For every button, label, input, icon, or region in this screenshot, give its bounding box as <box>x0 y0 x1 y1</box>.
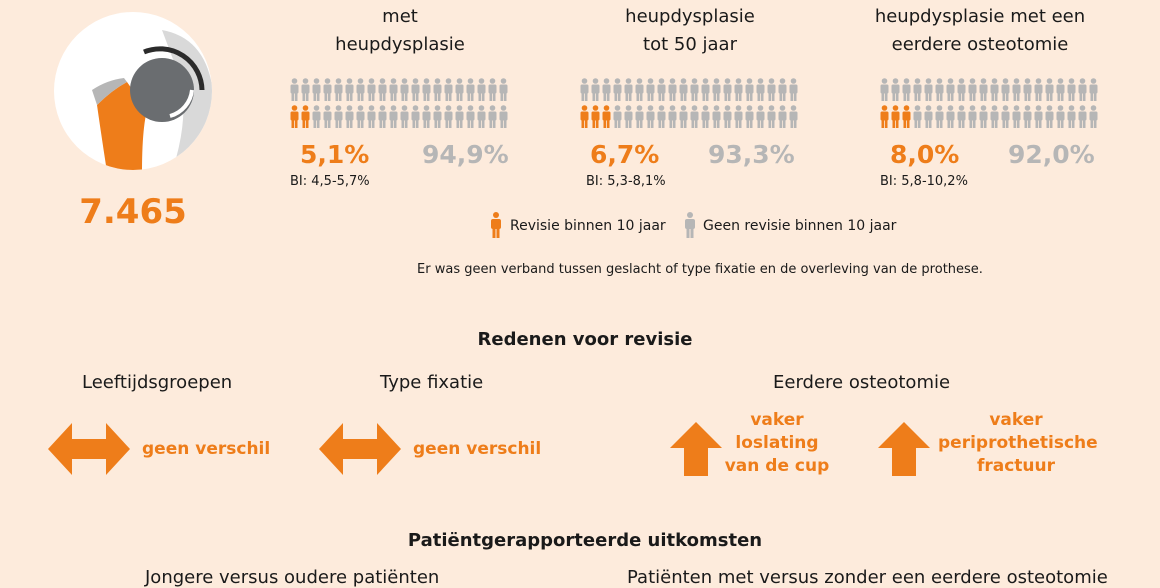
person-grey-icon <box>1057 78 1065 101</box>
person-grey-icon <box>691 78 699 101</box>
person-grey-icon <box>456 105 464 128</box>
person-grey-icon <box>1035 78 1043 101</box>
person-grey-icon <box>456 78 464 101</box>
confidence-interval: BI: 5,3-8,1% <box>586 174 666 189</box>
person-grey-icon <box>1046 78 1054 101</box>
panel-title-line-2: tot 50 jaar <box>643 34 737 55</box>
person-grey-icon <box>1046 105 1054 128</box>
person-grey-icon <box>423 105 431 128</box>
total-count: 7.465 <box>79 192 187 232</box>
result-line: vaker <box>989 410 1043 430</box>
person-grey-icon <box>379 78 387 101</box>
person-grey-icon <box>881 78 889 101</box>
person-grey-icon <box>768 105 776 128</box>
person-grey-icon <box>735 105 743 128</box>
person-grey-icon <box>614 78 622 101</box>
person-grey-icon <box>936 78 944 101</box>
person-grey-icon <box>412 78 420 101</box>
person-grey-icon <box>625 105 633 128</box>
person-grey-icon <box>669 78 677 101</box>
person-grey-icon <box>980 78 988 101</box>
no-revision-percentage: 92,0% <box>1008 140 1095 169</box>
result-line: periprothetische <box>938 433 1098 453</box>
person-grey-icon <box>335 105 343 128</box>
person-grey-icon <box>1079 105 1087 128</box>
person-grey-icon <box>390 105 398 128</box>
person-grey-icon <box>357 105 365 128</box>
person-grey-icon <box>445 78 453 101</box>
revision-percentage: 8,0% <box>890 140 960 169</box>
hip-illustration <box>52 10 214 172</box>
person-grey-icon <box>724 78 732 101</box>
person-grey-icon <box>614 105 622 128</box>
legend <box>488 210 928 240</box>
person-grey-icon <box>1090 105 1098 128</box>
person-grey-icon <box>768 78 776 101</box>
proms-right-label: Patiënten met versus zonder een eerdere osteotomie <box>627 567 1108 588</box>
person-grey-icon <box>757 105 765 128</box>
no-revision-percentage: 93,3% <box>708 140 795 169</box>
hip-prosthesis-icon <box>52 10 214 172</box>
person-grey-icon <box>390 78 398 101</box>
person-grey-icon <box>779 105 787 128</box>
panel-title-line-1: met <box>382 6 418 27</box>
legend-no-revision-label: Geen revisie binnen 10 jaar <box>703 218 897 234</box>
panel-1 <box>280 0 520 200</box>
person-grey-icon <box>713 78 721 101</box>
result-line: van de cup <box>724 456 830 476</box>
person-grey-icon <box>379 105 387 128</box>
up-arrow-icon <box>670 422 722 476</box>
person-orange-icon <box>490 212 502 238</box>
person-grey-icon <box>680 78 688 101</box>
person-orange-icon <box>291 105 299 128</box>
person-grey-icon <box>1035 105 1043 128</box>
person-grey-icon <box>713 105 721 128</box>
person-grey-icon <box>346 105 354 128</box>
panel-title-line-1: heupdysplasie <box>625 6 755 27</box>
person-orange-icon <box>903 105 911 128</box>
double-arrow-icon <box>48 423 130 475</box>
person-grey-icon <box>1002 105 1010 128</box>
person-grey-icon <box>302 78 310 101</box>
proms-left-label: Jongere versus oudere patiënten <box>145 567 440 588</box>
person-grey-icon <box>680 105 688 128</box>
person-grey-icon <box>368 78 376 101</box>
fixation-result: geen verschil <box>413 439 542 459</box>
revision-percentage: 5,1% <box>300 140 370 169</box>
person-grey-icon <box>467 78 475 101</box>
panel-3 <box>870 0 1110 200</box>
person-grey-icon <box>625 78 633 101</box>
osteotomy-result-2 <box>938 409 1098 478</box>
person-grey-icon <box>991 78 999 101</box>
note-text: Er was geen verband tussen geslacht of type fixatie en de overleving van de prothese. <box>417 262 983 277</box>
person-grey-icon <box>1068 78 1076 101</box>
up-arrow-icon <box>878 422 930 476</box>
proms-title: Patiëntgerapporteerde uitkomsten <box>407 530 763 551</box>
person-grey-icon <box>892 78 900 101</box>
person-grey-icon <box>724 105 732 128</box>
person-grey-icon <box>925 78 933 101</box>
person-grey-icon <box>401 105 409 128</box>
person-grey-icon <box>1079 78 1087 101</box>
person-grey-icon <box>1068 105 1076 128</box>
person-orange-icon <box>592 105 600 128</box>
osteotomy-result-1 <box>722 409 832 478</box>
confidence-interval: BI: 5,8-10,2% <box>880 174 968 189</box>
person-grey-icon <box>658 105 666 128</box>
person-orange-icon <box>302 105 310 128</box>
person-grey-icon <box>467 105 475 128</box>
panel-title-line-2: eerdere osteotomie <box>891 34 1069 55</box>
double-arrow-icon <box>319 423 401 475</box>
person-grey-icon <box>603 78 611 101</box>
person-grey-icon <box>691 105 699 128</box>
person-grey-icon <box>581 78 589 101</box>
person-grey-icon <box>735 78 743 101</box>
person-grey-icon <box>647 78 655 101</box>
no-revision-percentage: 94,9% <box>422 140 509 169</box>
person-grey-icon <box>936 105 944 128</box>
confidence-interval: BI: 4,5-5,7% <box>290 174 370 189</box>
person-grey-icon <box>958 78 966 101</box>
person-grey-icon <box>790 78 798 101</box>
people-grid <box>290 78 512 132</box>
person-orange-icon <box>581 105 589 128</box>
person-grey-icon <box>658 78 666 101</box>
person-grey-icon <box>1090 78 1098 101</box>
panel-title-line-1: heupdysplasie met een <box>874 6 1086 27</box>
person-grey-icon <box>401 78 409 101</box>
person-orange-icon <box>603 105 611 128</box>
person-grey-icon <box>958 105 966 128</box>
person-grey-icon <box>445 105 453 128</box>
person-grey-icon <box>790 105 798 128</box>
person-grey-icon <box>592 78 600 101</box>
result-line: fractuur <box>976 456 1056 476</box>
person-grey-icon <box>478 78 486 101</box>
person-grey-icon <box>1024 105 1032 128</box>
person-grey-icon <box>1057 105 1065 128</box>
osteotomy-label: Eerdere osteotomie <box>773 372 951 393</box>
person-grey-icon <box>925 105 933 128</box>
person-grey-icon <box>423 78 431 101</box>
person-grey-icon <box>1002 78 1010 101</box>
person-grey-icon <box>669 105 677 128</box>
person-grey-icon <box>757 78 765 101</box>
person-grey-icon <box>980 105 988 128</box>
person-grey-icon <box>914 78 922 101</box>
person-grey-icon <box>969 105 977 128</box>
person-grey-icon <box>324 105 332 128</box>
person-grey-icon <box>903 78 911 101</box>
person-grey-icon <box>1024 78 1032 101</box>
person-grey-icon <box>636 105 644 128</box>
person-grey-icon <box>346 78 354 101</box>
person-grey-icon <box>489 78 497 101</box>
person-grey-icon <box>969 78 977 101</box>
people-grid <box>880 78 1102 132</box>
person-orange-icon <box>881 105 889 128</box>
person-orange-icon <box>892 105 900 128</box>
panel-2 <box>570 0 810 200</box>
person-grey-icon <box>335 78 343 101</box>
legend-revision-label: Revisie binnen 10 jaar <box>510 218 666 234</box>
person-grey-icon <box>478 105 486 128</box>
person-grey-icon <box>684 212 696 238</box>
person-grey-icon <box>702 105 710 128</box>
person-grey-icon <box>500 105 508 128</box>
person-grey-icon <box>489 105 497 128</box>
revision-percentage: 6,7% <box>590 140 660 169</box>
person-grey-icon <box>368 105 376 128</box>
reasons-title: Redenen voor revisie <box>477 329 693 350</box>
person-grey-icon <box>991 105 999 128</box>
age-groups-label: Leeftijdsgroepen <box>82 372 233 393</box>
person-grey-icon <box>313 78 321 101</box>
person-grey-icon <box>434 105 442 128</box>
person-grey-icon <box>636 78 644 101</box>
person-grey-icon <box>1013 105 1021 128</box>
person-grey-icon <box>947 105 955 128</box>
person-grey-icon <box>779 78 787 101</box>
result-line: vaker <box>750 410 804 430</box>
person-grey-icon <box>291 78 299 101</box>
person-grey-icon <box>434 78 442 101</box>
result-line: loslating <box>735 433 819 453</box>
person-grey-icon <box>500 78 508 101</box>
fixation-type-label: Type fixatie <box>380 372 484 393</box>
panel-title-line-2: heupdysplasie <box>335 34 465 55</box>
person-grey-icon <box>412 105 420 128</box>
person-grey-icon <box>947 78 955 101</box>
person-grey-icon <box>914 105 922 128</box>
person-grey-icon <box>313 105 321 128</box>
person-grey-icon <box>647 105 655 128</box>
person-grey-icon <box>746 78 754 101</box>
person-grey-icon <box>746 105 754 128</box>
person-grey-icon <box>324 78 332 101</box>
person-grey-icon <box>1013 78 1021 101</box>
person-grey-icon <box>702 78 710 101</box>
age-result: geen verschil <box>142 439 271 459</box>
person-grey-icon <box>357 78 365 101</box>
people-grid <box>580 78 802 132</box>
